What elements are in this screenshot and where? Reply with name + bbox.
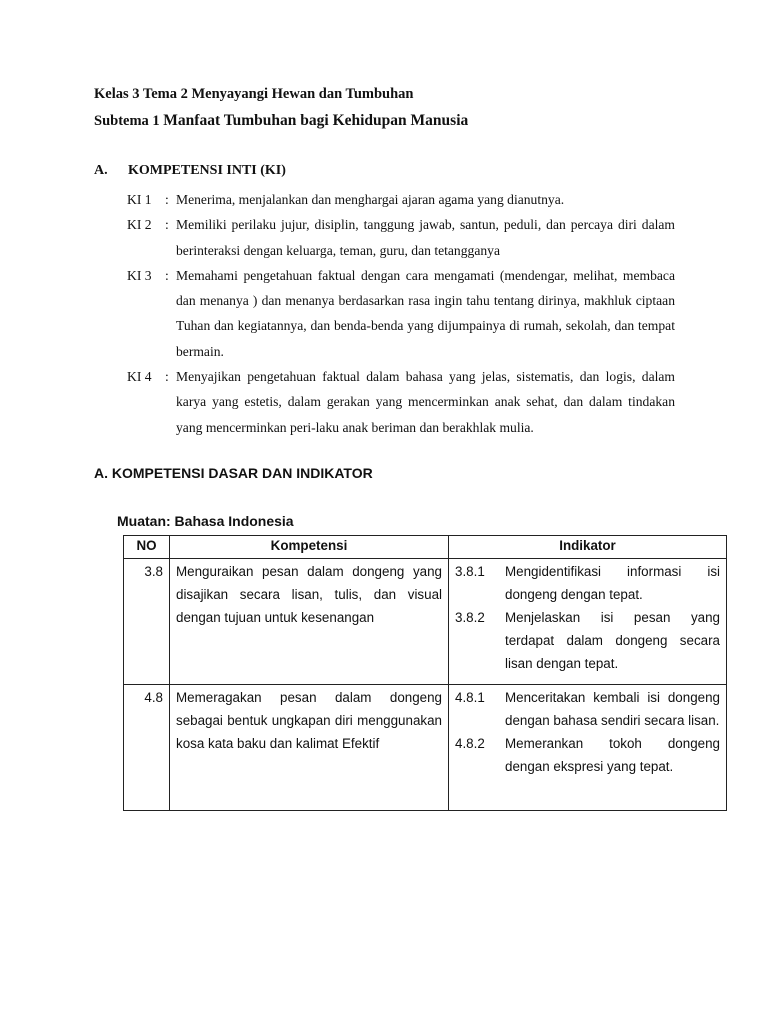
ki-text: Memiliki perilaku jujur, disiplin, tanggung jawab, santun, peduli, dan percaya diri dalam berinteraksi dengan keluarga, teman, guru, dan tetangganya [176,217,675,258]
section-kd-heading: A. KOMPETENSI DASAR DAN INDIKATOR [94,465,373,481]
row-kompetensi: Memeragakan pesan dalam dongeng sebagai bentuk ungkapan diri menggunakan kosa kata baku dan kalimat Efektif [170,685,449,811]
indikator-number: 3.8.1 [455,564,485,579]
row-kompetensi: Menguraikan pesan dalam dongeng yang disajikan secara lisan, tulis, dan visual dengan tujuan untuk kesenangan [170,559,449,685]
subtitle-prefix: Subtema 1 [94,113,164,129]
section-ki-title: KOMPETENSI INTI (KI) [128,163,286,178]
ki-colon: : [165,267,169,283]
ki-text: Menyajikan pengetahuan faktual dalam bahasa yang jelas, sistematis, dan logis, dalam karya yang estetis, dalam gerakan yang mencerminkan anak sehat, dan dalam tindakan yang mencerminkan peri-laku anak beriman dan berakhlak mulia. [176,369,675,435]
ki-colon: : [165,217,169,233]
indikator-item [455,732,720,778]
row-number: 3.8 [124,559,170,685]
muatan-label: Muatan: Bahasa Indonesia [117,513,294,529]
row-number: 4.8 [124,685,170,811]
ki-item [127,364,675,440]
ki-text: Menerima, menjalankan dan menghargai ajaran agama yang dianutnya. [176,192,565,207]
indikator-text: Menceritakan kembali isi dongeng dengan bahasa sendiri secara lisan. [505,690,720,728]
table-row [124,685,727,811]
indikator-number: 3.8.2 [455,610,485,625]
subtitle-main: Manfaat Tumbuhan bagi Kehidupan Manusia [163,112,469,129]
ki-colon: : [165,369,169,385]
ki-item [127,212,675,263]
document-subtitle [94,112,468,130]
ki-code: KI 3 [127,267,152,283]
section-ki-letter: A. [94,163,108,178]
header-kompetensi: Kompetensi [170,536,449,559]
indikator-item [455,606,720,675]
ki-item [127,263,675,364]
ki-list [127,187,675,440]
row-indikator [449,559,727,685]
section-ki-heading [94,163,286,179]
indikator-number: 4.8.2 [455,736,485,751]
document-title-class-theme: Kelas 3 Tema 2 Menyayangi Hewan dan Tumbuhan [94,86,414,102]
ki-colon: : [165,192,169,207]
ki-text: Memahami pengetahuan faktual dengan cara mengamati (mendengar, melihat, membaca dan menanya ) dan menanya berdasarkan rasa ingin tahu tentang dirinya, makhluk ciptaan Tuhan dan kegiatannya, dan benda-benda yang dijumpainya di rumah, sekolah, dan tempat bermain. [176,267,675,359]
table-header-row [124,536,727,559]
ki-code: KI 2 [127,217,152,233]
ki-item [127,187,675,212]
row-indikator [449,685,727,811]
indikator-text: Mengidentifikasi informasi isi dongeng dengan tepat. [505,564,720,602]
indikator-item [455,686,720,732]
indikator-text: Menjelaskan isi pesan yang terdapat dalam dongeng secara lisan dengan tepat. [505,610,720,671]
indikator-item [455,560,720,606]
indikator-text: Memerankan tokoh dongeng dengan ekspresi yang tepat. [505,736,720,774]
table-row [124,559,727,685]
ki-code: KI 1 [127,192,152,207]
header-no: NO [124,536,170,559]
competency-table [123,535,727,811]
ki-code: KI 4 [127,369,152,385]
header-indikator: Indikator [449,536,727,559]
indikator-number: 4.8.1 [455,690,485,705]
